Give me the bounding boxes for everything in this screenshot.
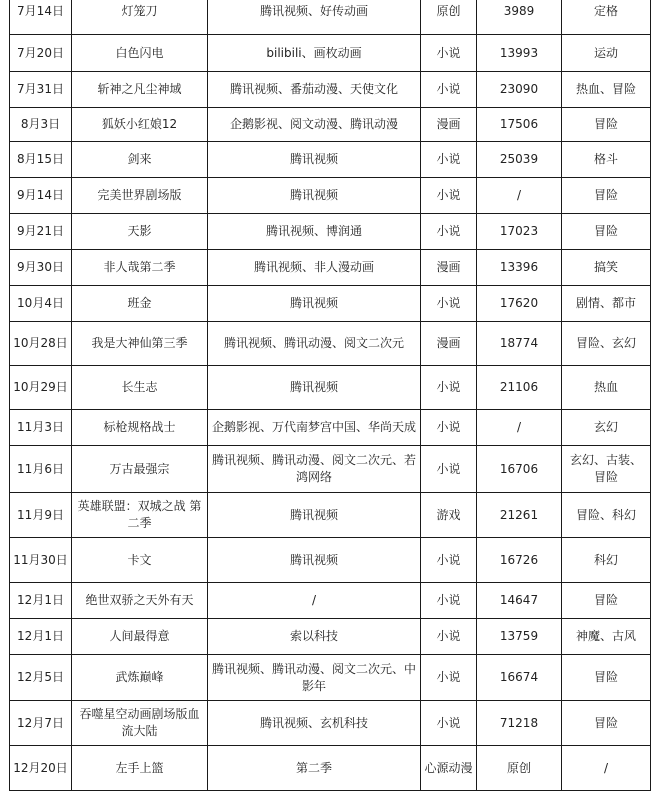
cell-platform: 腾讯视频、好传动画 (208, 0, 421, 35)
cell-date: 11月3日 (10, 410, 72, 446)
cell-platform: 腾讯视频 (208, 178, 421, 214)
cell-date: 8月3日 (10, 108, 72, 142)
cell-date: 10月4日 (10, 286, 72, 322)
table-row (10, 746, 651, 791)
cell-score: 14647 (477, 583, 562, 619)
cell-date: 7月14日 (10, 0, 72, 35)
table-row (10, 178, 651, 214)
cell-score: 17620 (477, 286, 562, 322)
cell-title: 左手上篮 (72, 746, 208, 791)
cell-genre: 冒险 (562, 655, 651, 701)
cell-score: / (477, 178, 562, 214)
cell-platform: 腾讯视频 (208, 286, 421, 322)
cell-source: 小说 (421, 583, 477, 619)
cell-genre: 科幻 (562, 538, 651, 583)
cell-score: 13759 (477, 619, 562, 655)
cell-score: 13396 (477, 250, 562, 286)
cell-score: 23090 (477, 72, 562, 108)
cell-title: 完美世界剧场版 (72, 178, 208, 214)
cell-title: 天影 (72, 214, 208, 250)
table-row (10, 286, 651, 322)
table-row (10, 701, 651, 746)
cell-date: 12月20日 (10, 746, 72, 791)
cell-genre: 定格 (562, 0, 651, 35)
cell-genre: 冒险 (562, 583, 651, 619)
cell-genre: 搞笑 (562, 250, 651, 286)
cell-genre: 格斗 (562, 142, 651, 178)
cell-score: 71218 (477, 701, 562, 746)
cell-platform: 腾讯视频 (208, 493, 421, 538)
cell-genre: 神魔、古风 (562, 619, 651, 655)
cell-genre: 冒险、科幻 (562, 493, 651, 538)
cell-title: 剑来 (72, 142, 208, 178)
cell-source: 小说 (421, 286, 477, 322)
cell-platform: 企鹅影视、万代南梦宫中国、华尚天成 (208, 410, 421, 446)
cell-title: 吞噬星空动画剧场版血流大陆 (72, 701, 208, 746)
table-row (10, 366, 651, 410)
table-row (10, 250, 651, 286)
table-row (10, 446, 651, 493)
cell-source: 小说 (421, 701, 477, 746)
cell-source: 小说 (421, 214, 477, 250)
table-row (10, 493, 651, 538)
table-row (10, 538, 651, 583)
cell-source: 漫画 (421, 322, 477, 366)
cell-source: 小说 (421, 410, 477, 446)
cell-date: 11月9日 (10, 493, 72, 538)
cell-title: 武炼巅峰 (72, 655, 208, 701)
cell-score: 25039 (477, 142, 562, 178)
cell-title: 狐妖小红娘12 (72, 108, 208, 142)
cell-score: 原创 (477, 746, 562, 791)
cell-title: 灯笼刀 (72, 0, 208, 35)
cell-date: 10月29日 (10, 366, 72, 410)
cell-platform: 腾讯视频 (208, 538, 421, 583)
cell-genre: / (562, 746, 651, 791)
cell-date: 9月14日 (10, 178, 72, 214)
cell-platform: 腾讯视频、腾讯动漫、阅文二次元、中影年 (208, 655, 421, 701)
cell-source: 小说 (421, 72, 477, 108)
cell-score: 13993 (477, 35, 562, 72)
cell-source: 小说 (421, 446, 477, 493)
cell-platform: bilibili、画枚动画 (208, 35, 421, 72)
cell-title: 万古最强宗 (72, 446, 208, 493)
table-row (10, 72, 651, 108)
cell-title: 长生志 (72, 366, 208, 410)
cell-date: 9月30日 (10, 250, 72, 286)
cell-genre: 热血、冒险 (562, 72, 651, 108)
cell-genre: 玄幻、古装、冒险 (562, 446, 651, 493)
cell-platform: 腾讯视频 (208, 142, 421, 178)
cell-genre: 冒险、玄幻 (562, 322, 651, 366)
cell-genre: 冒险 (562, 178, 651, 214)
cell-score: 17023 (477, 214, 562, 250)
cell-title: 斩神之凡尘神域 (72, 72, 208, 108)
cell-date: 7月31日 (10, 72, 72, 108)
cell-date: 8月15日 (10, 142, 72, 178)
cell-platform: 腾讯视频、博润通 (208, 214, 421, 250)
cell-title: 白色闪电 (72, 35, 208, 72)
cell-genre: 冒险 (562, 214, 651, 250)
cell-date: 9月21日 (10, 214, 72, 250)
table-row (10, 35, 651, 72)
cell-title: 非人哉第二季 (72, 250, 208, 286)
cell-score: 18774 (477, 322, 562, 366)
cell-title: 绝世双骄之天外有天 (72, 583, 208, 619)
table-row (10, 214, 651, 250)
cell-score: 16706 (477, 446, 562, 493)
table-row (10, 619, 651, 655)
cell-source: 小说 (421, 538, 477, 583)
cell-genre: 运动 (562, 35, 651, 72)
table-row (10, 108, 651, 142)
table-row (10, 142, 651, 178)
cell-date: 12月7日 (10, 701, 72, 746)
cell-score: 21261 (477, 493, 562, 538)
animation-release-table (9, 0, 651, 791)
table-row (10, 410, 651, 446)
table-body (10, 0, 651, 791)
cell-source: 漫画 (421, 250, 477, 286)
cell-platform: / (208, 583, 421, 619)
cell-source: 游戏 (421, 493, 477, 538)
cell-source: 原创 (421, 0, 477, 35)
cell-source: 心源动漫 (421, 746, 477, 791)
cell-title: 卡文 (72, 538, 208, 583)
cell-source: 漫画 (421, 108, 477, 142)
cell-genre: 冒险 (562, 701, 651, 746)
cell-score: 17506 (477, 108, 562, 142)
cell-platform: 腾讯视频、腾讯动漫、阅文二次元、若鸿网络 (208, 446, 421, 493)
table-row (10, 655, 651, 701)
cell-platform: 第二季 (208, 746, 421, 791)
cell-date: 11月30日 (10, 538, 72, 583)
cell-source: 小说 (421, 655, 477, 701)
cell-source: 小说 (421, 142, 477, 178)
cell-platform: 腾讯视频 (208, 366, 421, 410)
cell-score: 16726 (477, 538, 562, 583)
cell-platform: 腾讯视频、腾讯动漫、阅文二次元 (208, 322, 421, 366)
cell-source: 小说 (421, 35, 477, 72)
cell-title: 人间最得意 (72, 619, 208, 655)
cell-date: 7月20日 (10, 35, 72, 72)
table-row (10, 322, 651, 366)
cell-genre: 玄幻 (562, 410, 651, 446)
cell-platform: 腾讯视频、非人漫动画 (208, 250, 421, 286)
cell-title: 班金 (72, 286, 208, 322)
cell-genre: 热血 (562, 366, 651, 410)
cell-platform: 腾讯视频、玄机科技 (208, 701, 421, 746)
cell-date: 12月1日 (10, 619, 72, 655)
cell-title: 我是大神仙第三季 (72, 322, 208, 366)
cell-genre: 冒险 (562, 108, 651, 142)
cell-score: / (477, 410, 562, 446)
cell-date: 11月6日 (10, 446, 72, 493)
table-row (10, 0, 651, 35)
cell-platform: 企鹅影视、阅文动漫、腾讯动漫 (208, 108, 421, 142)
cell-title: 英雄联盟：双城之战 第二季 (72, 493, 208, 538)
cell-title: 标枪规格战士 (72, 410, 208, 446)
cell-date: 10月28日 (10, 322, 72, 366)
cell-date: 12月5日 (10, 655, 72, 701)
cell-source: 小说 (421, 619, 477, 655)
cell-source: 小说 (421, 366, 477, 410)
cell-score: 3989 (477, 0, 562, 35)
cell-genre: 剧情、都市 (562, 286, 651, 322)
cell-score: 21106 (477, 366, 562, 410)
table-row (10, 583, 651, 619)
cell-score: 16674 (477, 655, 562, 701)
cell-source: 小说 (421, 178, 477, 214)
cell-date: 12月1日 (10, 583, 72, 619)
cell-platform: 索以科技 (208, 619, 421, 655)
cell-platform: 腾讯视频、番茄动漫、天使文化 (208, 72, 421, 108)
